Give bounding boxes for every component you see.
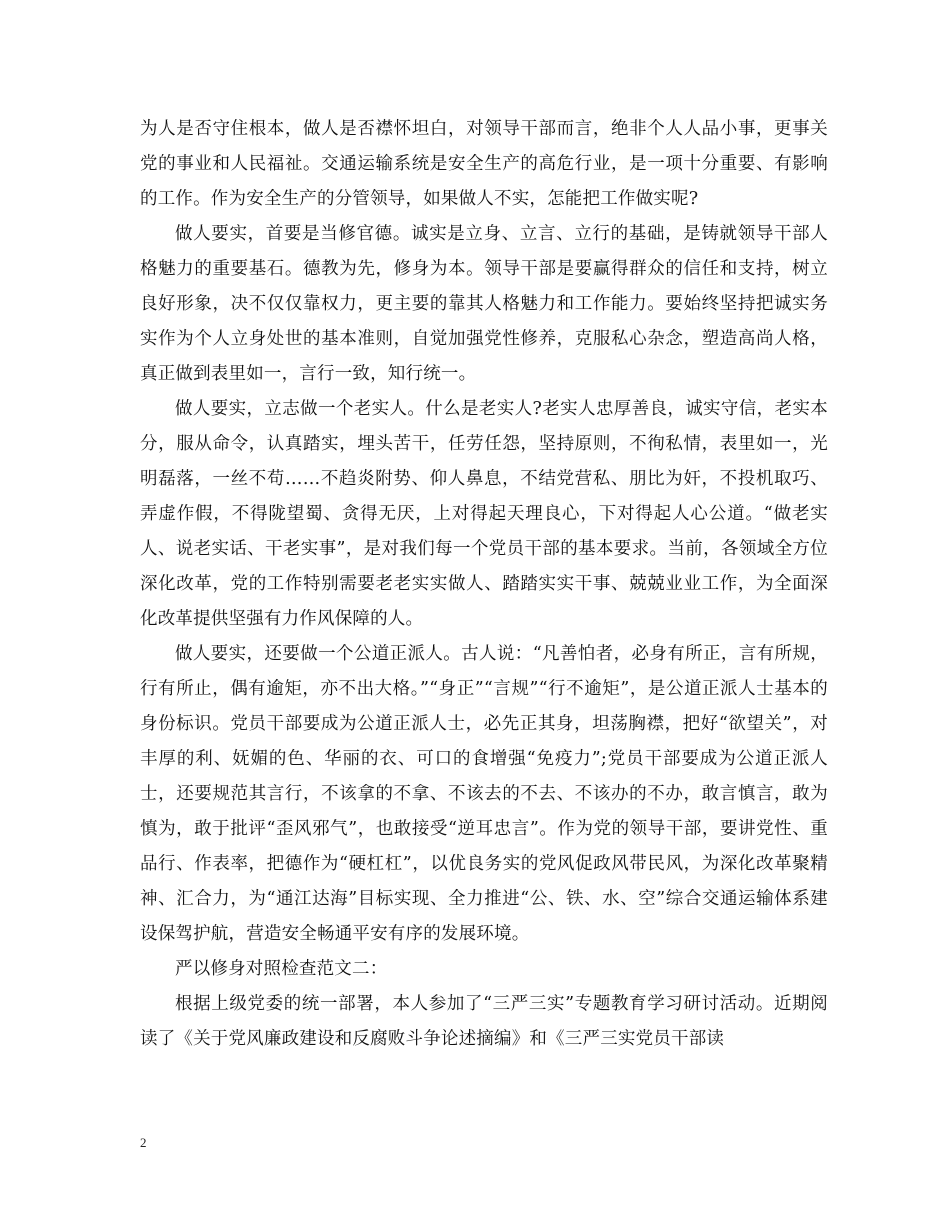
- page-number: 2: [140, 1135, 147, 1150]
- document-body: [140, 112, 828, 1057]
- paragraph-2: 做人要实，首要是当修官德。诚实是立身、立言、立行的基础，是铸就领导干部人格魅力的重要基石。德教为先，修身为本。领导干部是要赢得群众的信任和支持，树立良好形象，决不仅仅靠权力，更主要的靠其人格魅力和工作能力。要始终坚持把诚实务实作为个人立身处世的基本准则，自觉加强党性修养，克服私心杂念，塑造高尚人格，真正做到表里如一，言行一致，知行统一。: [140, 224, 828, 384]
- section-heading: 严以修身对照检查范文二：: [175, 959, 388, 979]
- paragraph-1: 为人是否守住根本，做人是否襟怀坦白，对领导干部而言，绝非个人人品小事，更事关党的事业和人民福祉。交通运输系统是安全生产的高危行业，是一项十分重要、有影响的工作。作为安全生产的分管领导，如果做人不实，怎能把工作做实呢?: [140, 119, 828, 209]
- paragraph-3: 做人要实，立志做一个老实人。什么是老实人?老实人忠厚善良，诚实守信，老实本分，服从命令，认真踏实，埋头苦干，任劳任怨，坚持原则，不徇私情，表里如一，光明磊落，一丝不苟……不趋炎附势、仰人鼻息，不结党营私、朋比为奸，不投机取巧、弄虚作假，不得陇望蜀、贪得无厌，上对得起天理良心，下对得起人心公道。“做老实人、说老实话、干老实事”，是对我们每一个党员干部的基本要求。当前，各领域全方位深化改革，党的工作特别需要老老实实做人、踏踏实实干事、兢兢业业工作，为全面深化改革提供坚强有力作风保障的人。: [140, 399, 828, 629]
- paragraph-5: 根据上级党委的统一部署，本人参加了“三严三实”专题教育学习研讨活动。近期阅读了《关于党风廉政建设和反腐败斗争论述摘编》和《三严三实党员干部读: [140, 994, 828, 1049]
- paragraph-4: 做人要实，还要做一个公道正派人。古人说：“凡善怕者，必身有所正，言有所规，行有所止，偶有逾矩，亦不出大格。”“身正”“言规”“行不逾矩”，是公道正派人士基本的身份标识。党员干部要成为公道正派人士，必先正其身，坦荡胸襟，把好“欲望关”，对丰厚的利、妩媚的色、华丽的衣、可口的食增强“免疫力”;党员干部要成为公道正派人士，还要规范其言行，不该拿的不拿、不该去的不去、不该办的不办，敢言慎言，敢为慎为，敢于批评“歪风邪气”，也敢接受“逆耳忠言”。作为党的领导干部，要讲党性、重品行、作表率，把德作为“硬杠杠”，以优良务实的党风促政风带民风，为深化改革聚精神、汇合力，为“通江达海”目标实现、全力推进“公、铁、水、空”综合交通运输体系建设保驾护航，营造安全畅通平安有序的发展环境。: [140, 644, 828, 944]
